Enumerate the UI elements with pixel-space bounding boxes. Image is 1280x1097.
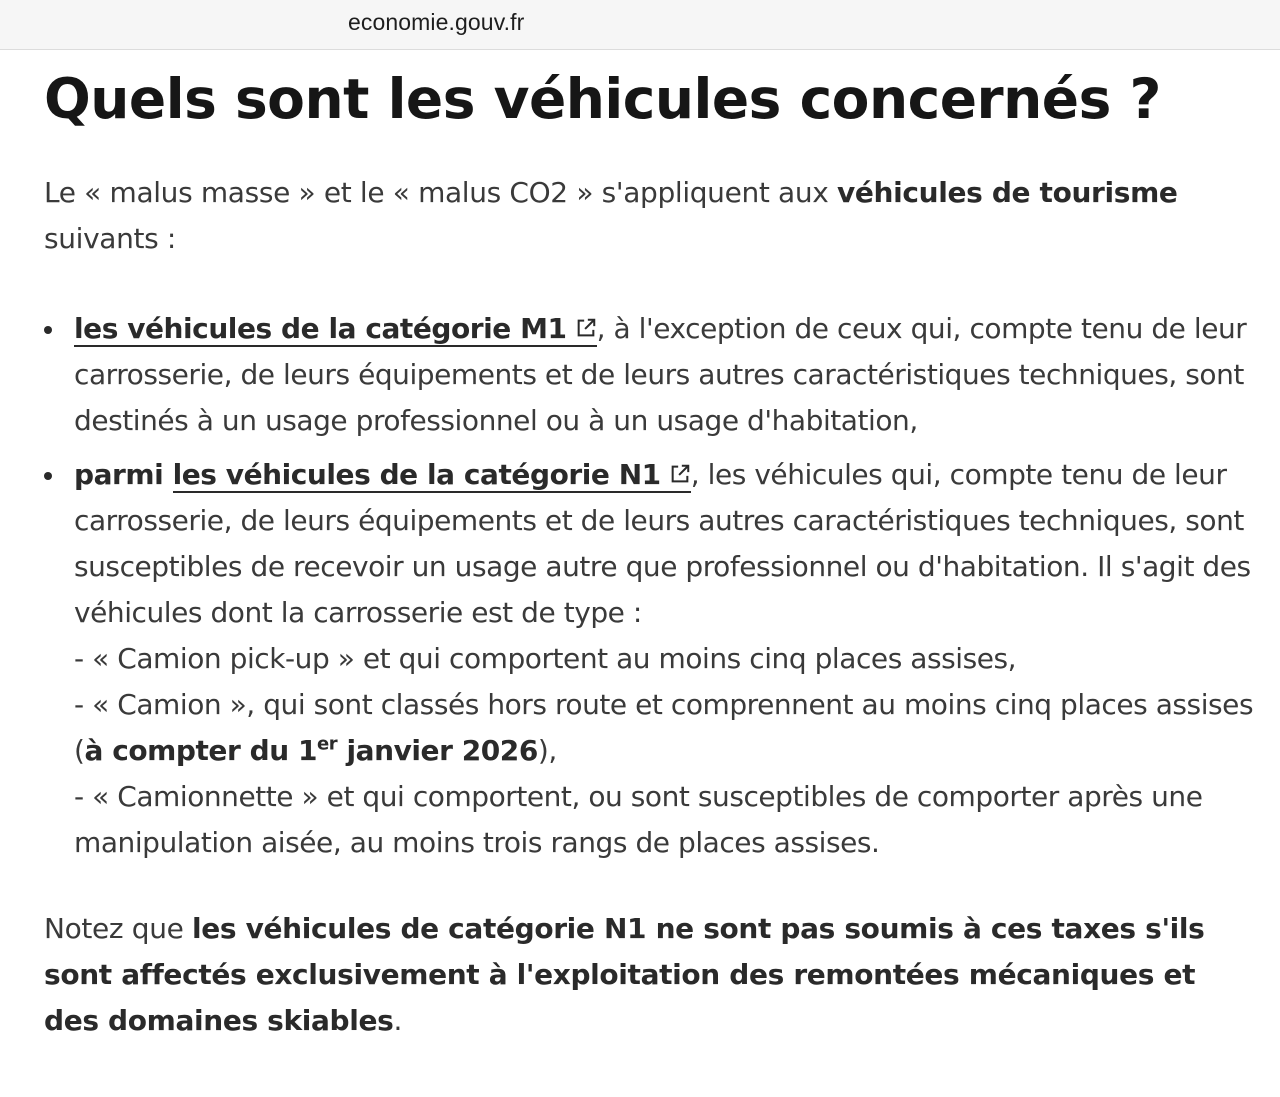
intro-text-1: Le « malus masse » et le « malus CO2 » s'appliquent aux <box>44 176 838 209</box>
main-content <box>44 62 1254 1044</box>
link-category-n1[interactable] <box>173 458 691 493</box>
link-category-m1[interactable] <box>74 312 597 347</box>
list-item-n1-text: , les véhicules qui, compte tenu de leur carrosserie, de leurs équipements et de leurs autres caractéristiques techniques, sont susceptibles de recevoir un usage autre que professionnel ou d'habitation. Il s'agit des véhicules dont la carrosserie est de type : <box>74 458 1251 629</box>
date-bold-a: à compter du 1 <box>84 734 318 767</box>
external-link-icon <box>669 463 691 485</box>
vehicle-list <box>44 306 1254 866</box>
link-category-n1-label: les véhicules de la catégorie N1 <box>172 458 661 491</box>
list-item-m1 <box>74 306 1254 444</box>
browser-url-bar[interactable] <box>0 0 1280 50</box>
intro-text-2: suivants : <box>44 222 176 255</box>
page-title: Quels sont les véhicules concernés ? <box>44 67 1161 131</box>
list-item-n1-prefix: parmi <box>74 458 173 491</box>
note-text-2: . <box>393 1004 403 1037</box>
date-bold <box>84 734 537 767</box>
list-item-m1-text: , à l'exception de ceux qui, compte tenu de leur carrosserie, de leurs équipements et de leurs autres caractéristiques techniques, sont destinés à un usage professionnel ou à un usage d'habitation, <box>74 312 1247 437</box>
note-bold: les véhicules de catégorie N1 ne sont pas soumis à ces taxes s'ils sont affectés exclusivement à l'exploitation des remontées mécaniques et des domaines skiables <box>44 912 1205 1037</box>
intro-paragraph <box>44 170 1254 262</box>
date-sup: er <box>317 733 338 755</box>
body-type-camion-end: ), <box>537 734 557 767</box>
url-text: economie.gouv.fr <box>348 9 525 35</box>
intro-bold: véhicules de tourisme <box>837 176 1178 209</box>
body-type-camionnette: - « Camionnette » et qui comportent, ou sont susceptibles de comporter après une manipulation aisée, au moins trois rangs de places assises. <box>74 780 1203 859</box>
date-bold-b: janvier 2026 <box>337 734 538 767</box>
list-item-n1 <box>74 452 1254 866</box>
note-paragraph <box>44 906 1254 1044</box>
body-type-camion: - « Camion », qui sont classés hors route et comprennent au moins cinq places assises ( <box>74 688 1254 767</box>
link-category-m1-label: les véhicules de la catégorie M1 <box>74 312 567 345</box>
note-text-1: Notez que <box>44 912 193 945</box>
external-link-icon <box>575 317 597 339</box>
body-type-pickup: - « Camion pick-up » et qui comportent au moins cinq places assises, <box>74 642 1017 675</box>
